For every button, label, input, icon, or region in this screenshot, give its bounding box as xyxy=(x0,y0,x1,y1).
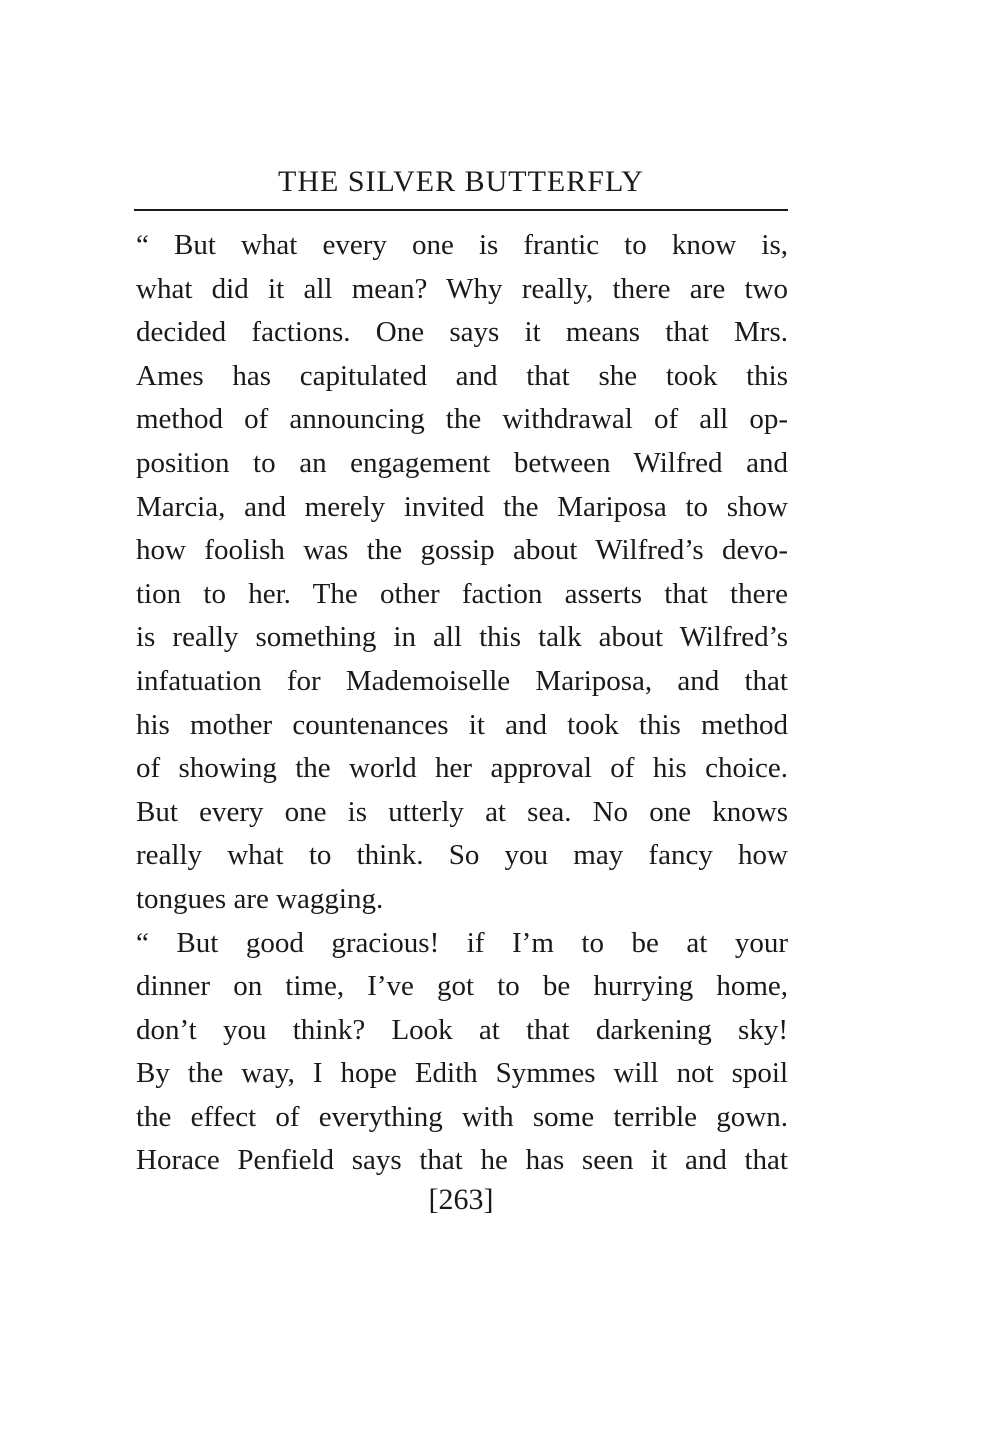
text-line: But every one is utterly at sea. No one knows xyxy=(136,795,788,828)
text-line: Horace Penfield says that he has seen it and that xyxy=(136,1144,788,1177)
body-text xyxy=(136,224,788,1183)
text-line: method of announcing the withdrawal of all op- xyxy=(136,403,788,436)
text-line: the effect of everything with some terrible gown. xyxy=(136,1100,788,1133)
text-line: his mother countenances it and took this method xyxy=(136,708,788,741)
text-line: really what to think. So you may fancy how xyxy=(136,839,788,872)
running-title: THE SILVER BUTTERFLY xyxy=(278,165,644,198)
text-line: dinner on time, I’ve got to be hurrying home, xyxy=(136,970,788,1003)
text-line: “ But what every one is frantic to know is, xyxy=(136,229,788,261)
text-line: what did it all mean? Why really, there are two xyxy=(136,272,788,305)
page-number: [263] xyxy=(428,1183,494,1216)
text-line: don’t you think? Look at that darkening sky! xyxy=(136,1013,788,1046)
text-line: tion to her. The other faction asserts that there xyxy=(136,577,788,610)
text-line: decided factions. One says it means that Mrs. xyxy=(136,316,788,349)
header-rule xyxy=(134,209,788,211)
text-line: tongues are wagging. xyxy=(136,882,384,915)
text-line: is really something in all this talk about Wilfred’s xyxy=(136,621,788,654)
text-line: position to an engagement between Wilfred and xyxy=(136,446,788,479)
text-line: Ames has capitulated and that she took this xyxy=(136,359,788,392)
text-line: infatuation for Mademoiselle Mariposa, and that xyxy=(136,664,788,697)
text-line: of showing the world her approval of his choice. xyxy=(136,752,788,785)
text-line: Marcia, and merely invited the Mariposa to show xyxy=(136,490,788,523)
text-line: how foolish was the gossip about Wilfred’s devo- xyxy=(136,534,788,567)
text-line: “ But good gracious! if I’m to be at your xyxy=(136,926,788,959)
text-line: By the way, I hope Edith Symmes will not spoil xyxy=(136,1057,788,1090)
